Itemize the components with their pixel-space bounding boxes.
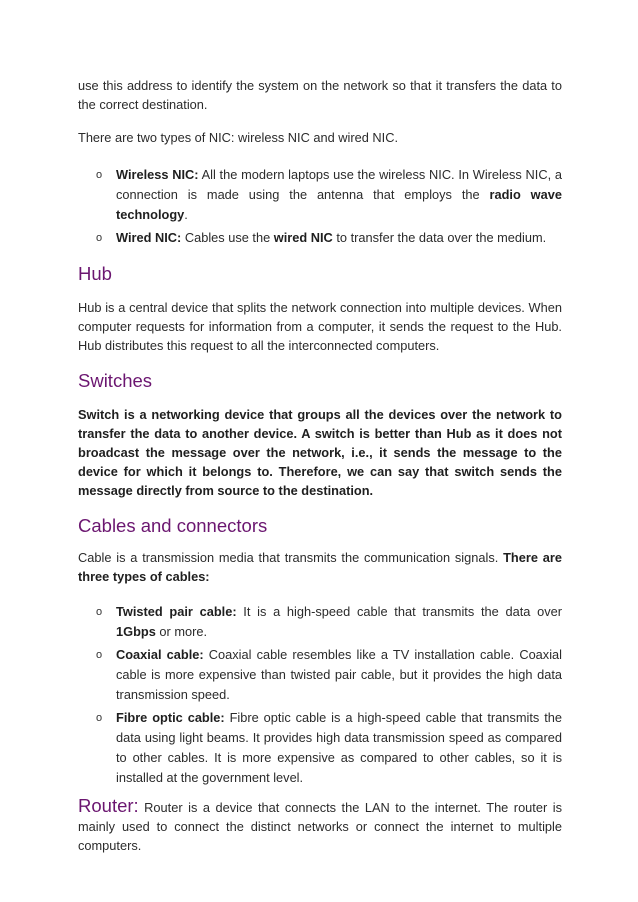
term-radio-wave: radio wave technology xyxy=(116,187,562,222)
paragraph-cables-intro xyxy=(78,548,562,586)
wireless-nic-text: All the modern laptops use the wireless NIC. In Wireless NIC, a connection is made using the antenna that employs the xyxy=(116,167,562,202)
paragraph-nic-address: use this address to identify the system on the network so that it transfers the data to the correct destination. xyxy=(78,78,562,112)
term-wireless-nic: Wireless NIC: xyxy=(116,167,199,182)
page-content xyxy=(78,76,562,855)
paragraph-router xyxy=(78,796,562,855)
paragraph-switches: Switch is a networking device that groups all the devices over the network to transfer the data to another device. A switch is better than Hub as it does not broadcast the message over the network, i.e., it sends the message to the device for which it belongs to. Therefore, we can say that switch sends the message directly from source to the destination. xyxy=(78,407,562,498)
fibre-optic-text: Fibre optic cable is a high-speed cable that transmits the data using light beams. It provides high data transmission speed as compared to other cables. It is more expensive as compared to other cables, so it is installed at the government level. xyxy=(116,710,562,785)
heading-hub: Hub xyxy=(78,263,112,284)
bullet-marker: o xyxy=(96,232,103,244)
paragraph-hub: Hub is a central device that splits the network connection into multiple devices. When computer requests for information from a computer, it sends the request to the Hub. Hub distributes this request to all the interconnected computers. xyxy=(78,300,562,353)
paragraph-nic-types: There are two types of NIC: wireless NIC and wired NIC. xyxy=(78,130,399,145)
bullet-marker: o xyxy=(96,169,103,181)
heading-switches: Switches xyxy=(78,370,153,391)
heading-cables-connectors: Cables and connectors xyxy=(78,515,268,536)
term-twisted-pair: Twisted pair cable: xyxy=(116,604,237,619)
cables-intro-bold: There are three types of cables: xyxy=(78,550,562,584)
coaxial-text: Coaxial cable resembles like a TV installation cable. Coaxial cable is more expensive than twisted pair cable, but it provides the high data transmission speed. xyxy=(116,647,563,702)
list-item-fibre-optic xyxy=(78,708,562,788)
heading-router: Router: xyxy=(78,795,139,816)
router-text: Router is a device that connects the LAN to the internet. The router is mainly used to connect the distinct networks or connect the internet to multiple computers. xyxy=(78,800,562,853)
list-item-coaxial xyxy=(78,645,562,705)
bullet-marker: o xyxy=(96,712,103,724)
list-item-twisted-pair xyxy=(78,602,562,642)
term-fibre-optic: Fibre optic cable: xyxy=(116,710,225,725)
twisted-pair-text: It is a high-speed cable that transmits the data over xyxy=(236,604,562,619)
term-wired-nic: Wired NIC: xyxy=(116,230,182,245)
cable-types-list xyxy=(78,602,562,788)
twisted-pair-end: or more. xyxy=(155,624,208,639)
wired-nic-text: Cables use the xyxy=(181,230,274,245)
term-coaxial: Coaxial cable: xyxy=(116,647,204,662)
list-item-wireless-nic xyxy=(78,165,562,225)
term-wired-nic-inline: wired NIC xyxy=(273,230,333,245)
nic-types-list xyxy=(78,165,562,248)
term-1gbps: 1Gbps xyxy=(116,624,156,639)
bullet-marker: o xyxy=(96,649,103,661)
cables-intro-text: Cable is a transmission media that transmits the communication signals. xyxy=(78,550,504,565)
bullet-marker: o xyxy=(96,606,103,618)
wired-nic-end: to transfer the data over the medium. xyxy=(332,230,547,245)
wireless-nic-end: . xyxy=(184,207,188,222)
list-item-wired-nic xyxy=(78,228,562,248)
